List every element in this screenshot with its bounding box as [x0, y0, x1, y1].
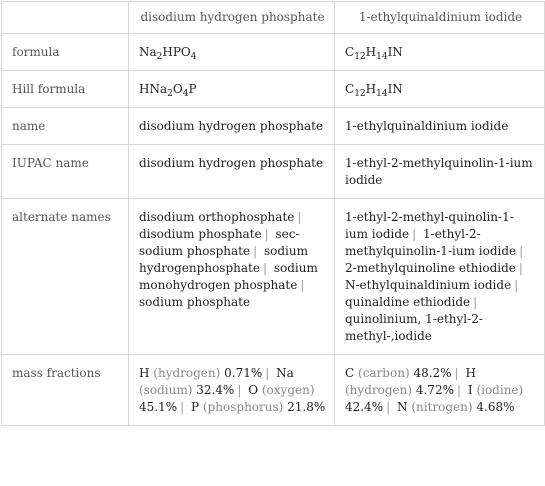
hill-formula-row — [2, 71, 545, 108]
column-header-2: 1-ethylquinaldinium iodide — [335, 2, 545, 34]
alt-name: sodium hydrogenphosphate — [139, 244, 308, 275]
comparison-table — [1, 1, 545, 426]
alternate-names-row — [2, 199, 545, 355]
alt-name: 2-methylquinoline ethiodide — [345, 261, 516, 275]
alt-name: disodium phosphate — [139, 227, 262, 241]
alt-name: sodium monohydrogen phosphate — [139, 261, 318, 292]
separator: | — [514, 278, 519, 292]
formula-cell-1: $Na_2HPO_4$ — [129, 34, 335, 71]
separator: | — [180, 400, 185, 414]
corner-cell — [2, 2, 129, 34]
element-fraction: 45.1% — [139, 400, 178, 414]
separator: | — [386, 400, 391, 414]
element-symbol: P — [191, 400, 200, 414]
name-cell-1: disodium hydrogen phosphate — [129, 108, 335, 145]
alternate-names-cell-2 — [335, 199, 545, 355]
mass-fractions-cell-2 — [335, 355, 545, 426]
separator: | — [456, 383, 462, 397]
element-fraction: 0.71% — [224, 366, 263, 380]
mass-fractions-cell-1 — [129, 355, 335, 426]
mass-fractions-row — [2, 355, 545, 426]
element-fraction: 4.68% — [476, 400, 515, 414]
alt-name: 1-ethyl-2-methylquinolin-1-ium iodide — [345, 227, 517, 258]
separator: | — [300, 278, 305, 292]
row-label-iupac-name: IUPAC name — [2, 145, 129, 199]
element-name: (phosphorus) — [202, 400, 284, 414]
separator: | — [253, 244, 258, 258]
row-label-alternate-names: alternate names — [2, 199, 129, 355]
alt-name: quinaldine ethiodide — [345, 295, 471, 309]
element-fraction: 21.8% — [287, 400, 326, 414]
separator: | — [518, 261, 523, 275]
separator: | — [454, 366, 459, 380]
separator: | — [237, 383, 242, 397]
element-symbol: H — [465, 366, 476, 380]
name-cell-2: 1-ethylquinaldinium iodide — [335, 108, 545, 145]
separator: | — [519, 244, 524, 258]
name-row — [2, 108, 545, 145]
separator: | — [262, 261, 267, 275]
alt-name: quinolinium, 1-ethyl-2-methyl-,iodide — [345, 312, 483, 343]
element-name: (carbon) — [358, 366, 410, 380]
alt-name: sec-sodium phosphate — [139, 227, 300, 258]
formula-cell-2: $C_{12}H_{14}IN$ — [335, 34, 545, 71]
alt-name: 1-ethyl-2-methyl-quinolin-1-ium iodide — [345, 210, 514, 241]
element-name: (hydrogen) — [153, 366, 221, 380]
alt-name: N-ethylquinaldinium iodide — [345, 278, 512, 292]
element-name: (oxygen) — [261, 383, 315, 397]
iupac-name-row — [2, 145, 545, 199]
column-header-1: disodium hydrogen phosphate — [129, 2, 335, 34]
element-name: (nitrogen) — [411, 400, 473, 414]
element-fraction: 48.2% — [413, 366, 452, 380]
iupac-name-cell-2: 1-ethyl-2-methylquinolin-1-ium iodide — [335, 145, 545, 199]
separator: | — [264, 227, 269, 241]
row-label-formula: formula — [2, 34, 129, 71]
element-symbol: Na — [276, 366, 294, 380]
element-fraction: 32.4% — [196, 383, 235, 397]
element-symbol: H — [139, 366, 150, 380]
element-fraction: 4.72% — [415, 383, 454, 397]
element-symbol: I — [467, 383, 473, 397]
element-name: (iodine) — [476, 383, 524, 397]
formula-row — [2, 34, 545, 71]
iupac-name-cell-1: disodium hydrogen phosphate — [129, 145, 335, 199]
separator: | — [265, 366, 270, 380]
element-symbol: N — [397, 400, 408, 414]
element-symbol: C — [345, 366, 355, 380]
header-row — [2, 2, 545, 34]
alternate-names-cell-1 — [129, 199, 335, 355]
row-label-hill-formula: Hill formula — [2, 71, 129, 108]
row-label-name: name — [2, 108, 129, 145]
element-symbol: O — [248, 383, 259, 397]
element-name: (sodium) — [139, 383, 193, 397]
alt-name: sodium phosphate — [139, 295, 251, 309]
element-name: (hydrogen) — [345, 383, 413, 397]
alt-name: disodium orthophosphate — [139, 210, 295, 224]
row-label-mass-fractions: mass fractions — [2, 355, 129, 426]
element-fraction: 42.4% — [345, 400, 384, 414]
separator: | — [412, 227, 417, 241]
hill-formula-cell-2: $C_{12}H_{14}IN$ — [335, 71, 545, 108]
separator: | — [297, 210, 302, 224]
separator: | — [473, 295, 478, 309]
hill-formula-cell-1: $HNa_2O_4P$ — [129, 71, 335, 108]
